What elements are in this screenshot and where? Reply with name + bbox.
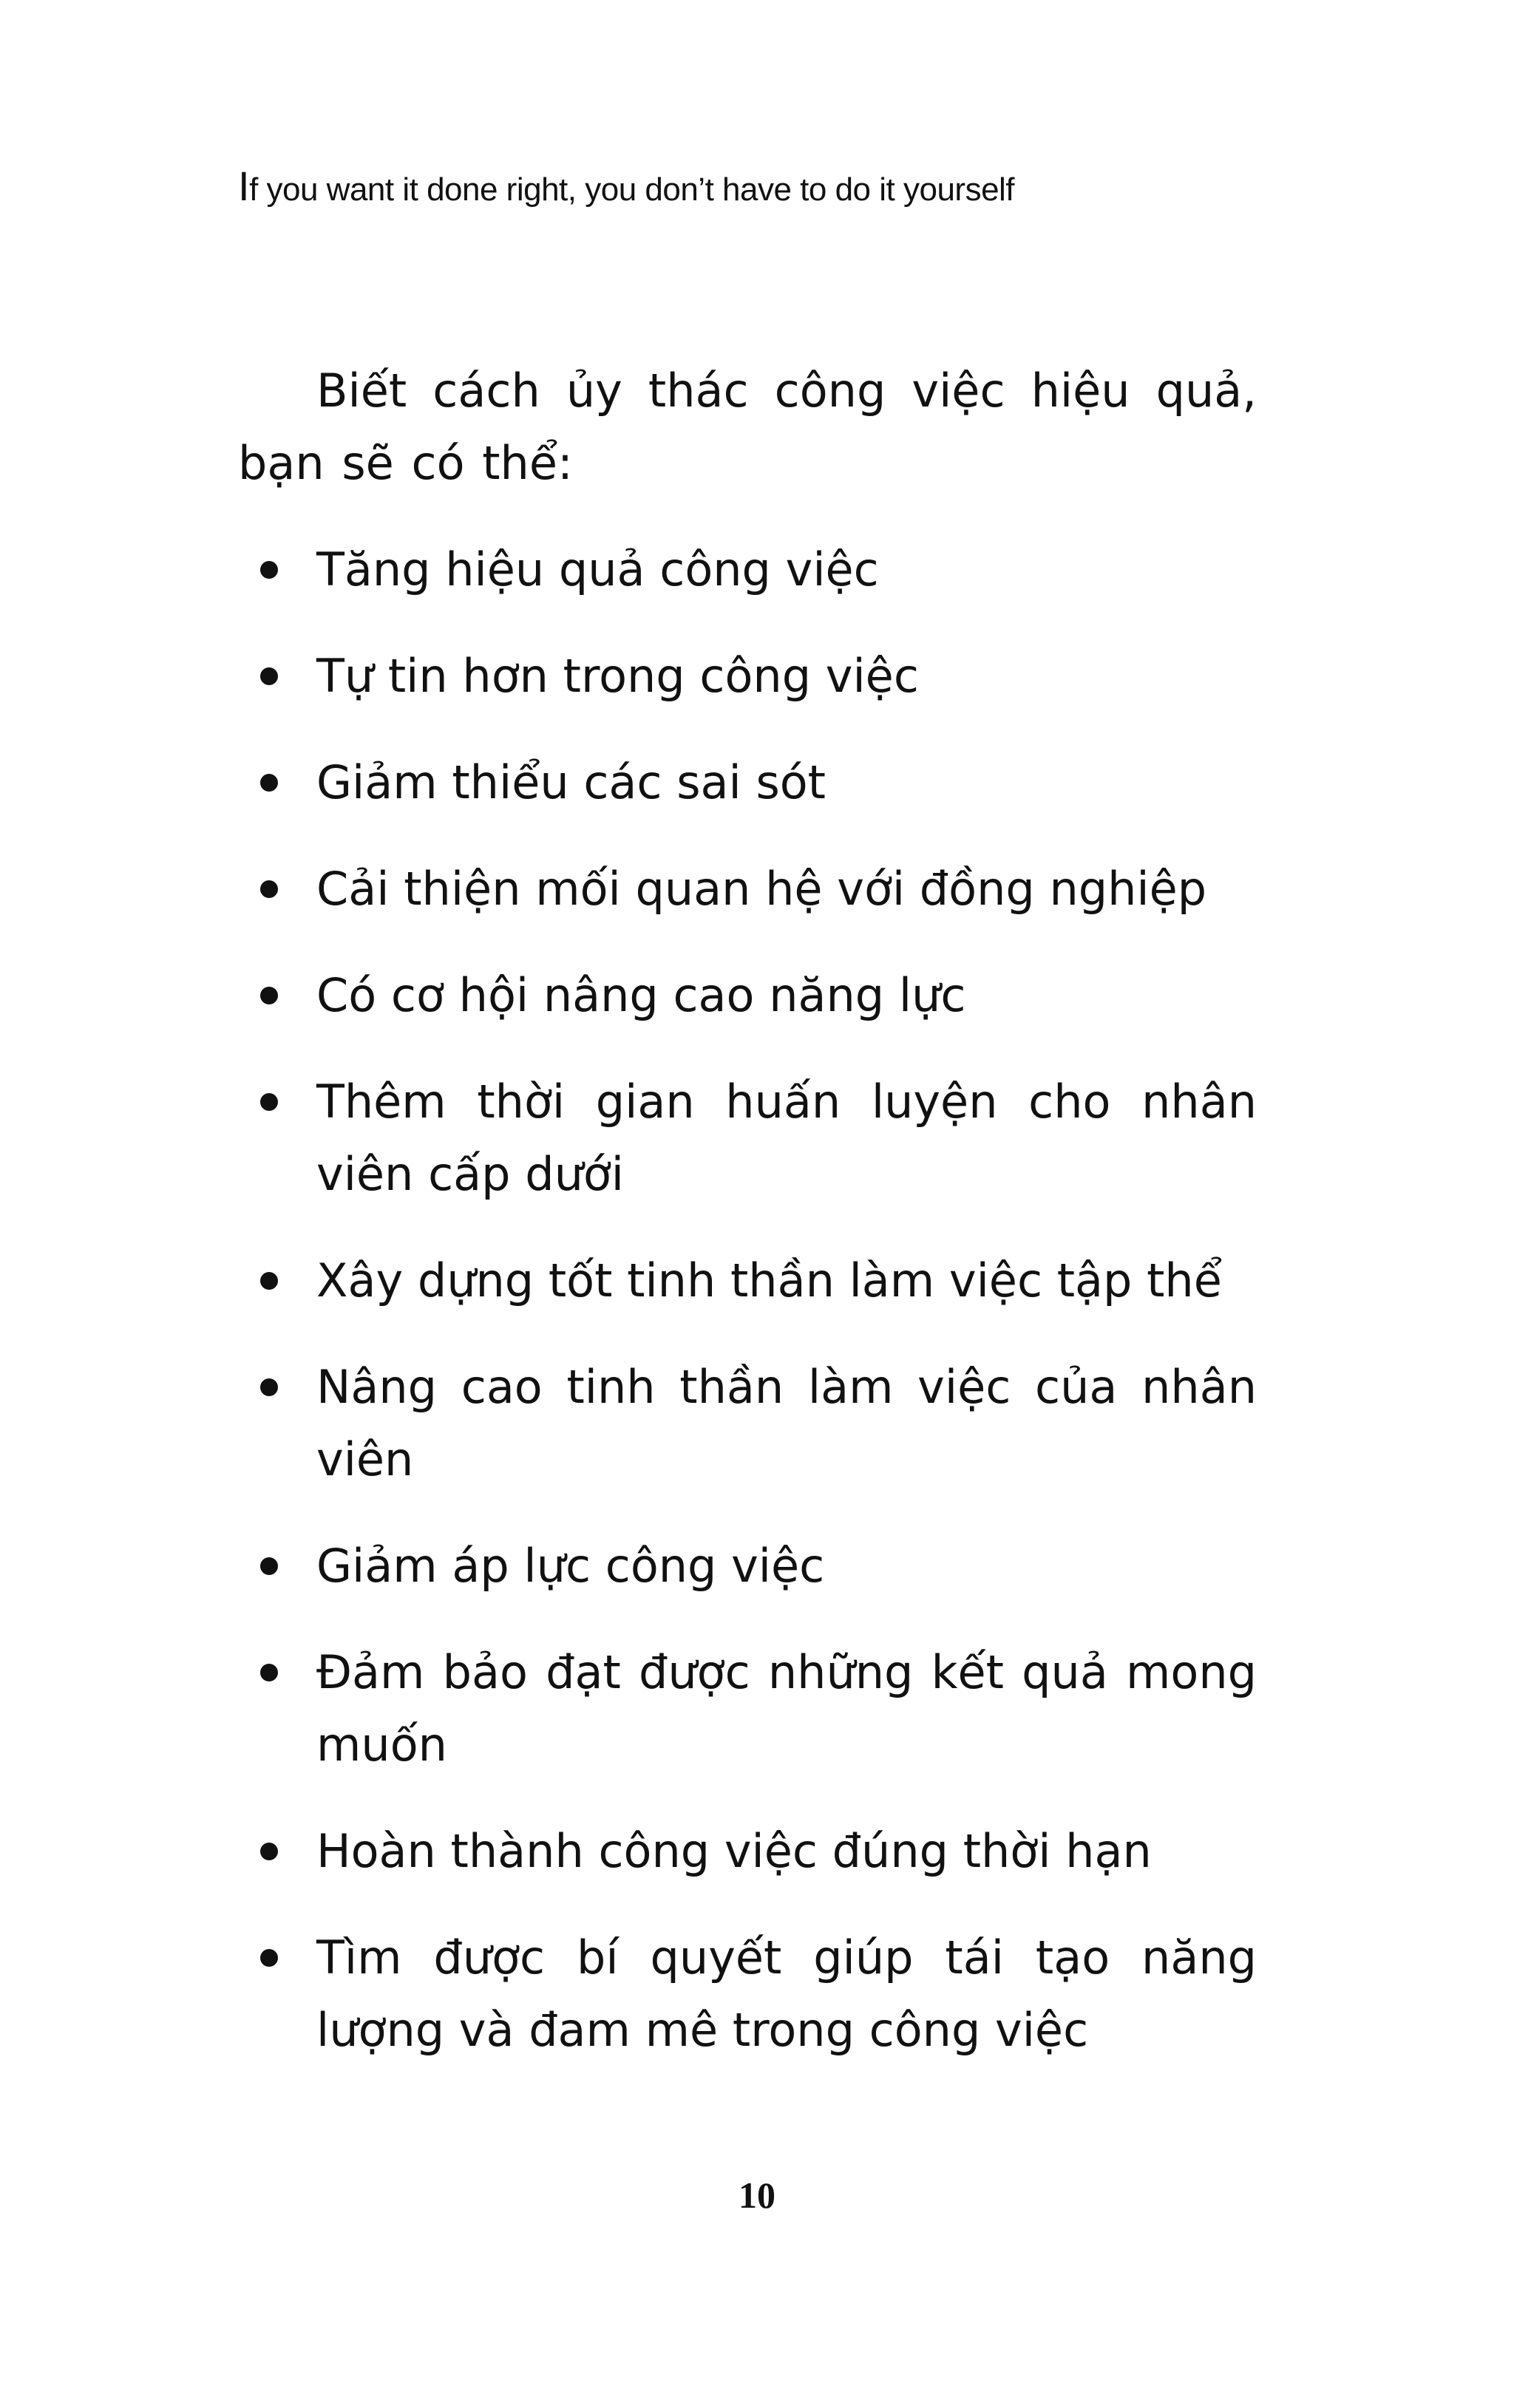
bullet-icon <box>260 561 278 579</box>
list-item <box>238 640 1257 712</box>
list-item <box>238 1530 1257 1602</box>
intro-paragraph: Biết cách ủy thác công việc hiệu quả, bạn sẽ có thể: <box>238 364 1257 490</box>
page-body <box>238 355 1257 2101</box>
bullet-icon <box>260 1093 278 1111</box>
list-item-text: Tìm được bí quyết giúp tái tạo năng lượng và đam mê trong công việc <box>316 1931 1257 2057</box>
list-item <box>238 1636 1257 1781</box>
list-item-text: Tự tin hơn trong công việc <box>316 649 919 703</box>
list-item-text: Tăng hiệu quả công việc <box>316 543 879 596</box>
list-item-text: Giảm áp lực công việc <box>316 1539 825 1593</box>
bullet-icon <box>260 667 278 685</box>
bullet-icon <box>260 1664 278 1681</box>
bullet-icon <box>260 880 278 898</box>
bullet-icon <box>260 1843 278 1860</box>
list-item-text: Nâng cao tinh thần làm việc của nhân viên <box>316 1360 1257 1486</box>
page-number: 10 <box>739 2174 775 2216</box>
bullet-icon <box>260 1557 278 1575</box>
list-item <box>238 1066 1257 1211</box>
bullet-icon <box>260 1378 278 1396</box>
list-item <box>238 1815 1257 1888</box>
list-item-text: Thêm thời gian huấn luyện cho nhân viên cấp dưới <box>316 1075 1257 1201</box>
list-item-text: Hoàn thành công việc đúng thời hạn <box>316 1824 1152 1878</box>
list-item-text: Giảm thiểu các sai sót <box>316 755 826 809</box>
list-item <box>238 959 1257 1032</box>
list-item-text: Xây dựng tốt tinh thần làm việc tập thể <box>316 1254 1222 1307</box>
list-item-text: Đảm bảo đạt được những kết quả mong muốn <box>316 1645 1257 1772</box>
running-header-text: f you want it done right, you don’t have to do it yourself <box>249 171 1015 208</box>
list-item-text: Có cơ hội nâng cao năng lực <box>316 968 966 1022</box>
list-item-text: Cải thiện mối quan hệ với đồng nghiệp <box>316 862 1207 916</box>
list-item <box>238 1351 1257 1496</box>
bullet-icon <box>260 1272 278 1290</box>
list-item <box>238 746 1257 819</box>
list-item <box>238 1245 1257 1317</box>
list-item <box>238 1922 1257 2067</box>
running-header-initial: I <box>238 163 250 209</box>
list-item <box>238 853 1257 925</box>
running-header <box>238 164 1014 212</box>
bullet-icon <box>260 1949 278 1967</box>
bullet-icon <box>260 774 278 792</box>
benefit-list <box>238 534 1257 2067</box>
list-item <box>238 534 1257 606</box>
bullet-icon <box>260 987 278 1004</box>
